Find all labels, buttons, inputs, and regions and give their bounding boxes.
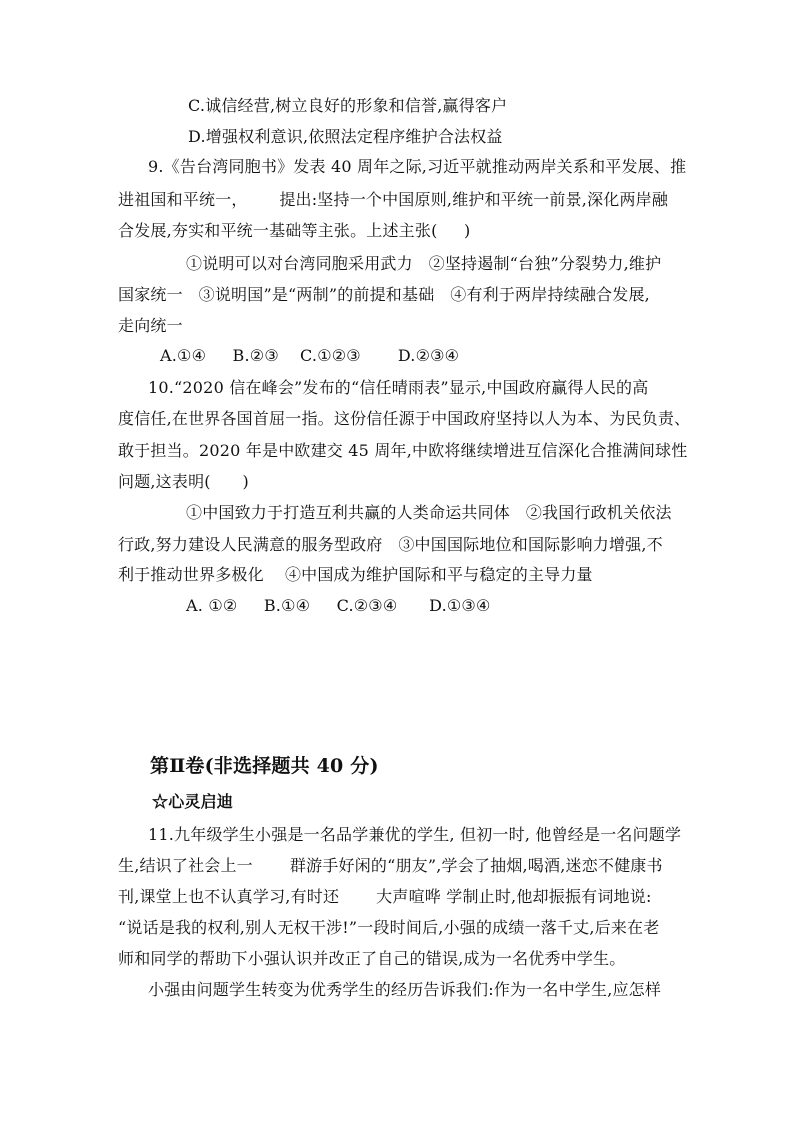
- q10-stem-line-4: 问题,这表明( ): [118, 472, 249, 491]
- q10-statement-line-2: 行政,努力建设人民满意的服务型政府 ③中国国际地位和国际影响力增强,不: [118, 535, 663, 554]
- q11-line-3: 刊,课堂上也不认真学习,有时还 大声喧哗 学制止时,他却振振有词地说:: [118, 887, 652, 906]
- section-subtitle: ☆心灵启迪: [152, 792, 234, 811]
- q9-stem-line-2: 进祖国和平统一， 提出:坚持一个中国原则,维护和平统一前景,深化两岸融: [118, 190, 669, 209]
- q9-statement-line-3: 走向统一: [118, 316, 183, 335]
- q11-line-5: 师和同学的帮助下小强认识并改正了自己的错误,成为一名优秀中学生。: [118, 949, 626, 968]
- section-title: 第Ⅱ卷(非选择题共 40 分): [150, 755, 379, 777]
- q10-stem-line-2: 度信任,在世界各国首屈一指。这份信任源于中国政府坚持以人为本、为民负责、: [118, 409, 691, 428]
- q10-stem-line-3: 敢于担当。2020 年是中欧建交 45 周年,中欧将继续增进互信深化合推满间球性: [118, 441, 688, 460]
- q9-statement-line-2: 国家统一 ③说明国”是“两制”的前提和基础 ④有利于两岸持续融合发展,: [118, 285, 650, 304]
- q8-option-c: C.诚信经营,树立良好的形象和信誉,赢得客户: [188, 96, 508, 115]
- q9-stem-line-1: 9.《告台湾同胞书》发表 40 周年之际,习近平就推动两岸关系和平发展、推: [148, 157, 687, 176]
- q11-line-4: “说话是我的权利,别人无权干涉!”一段时间后,小强的成绩一落千丈,后来在老: [118, 918, 660, 937]
- q10-answer-options: A. ①② B.①④ C.②③④ D.①③④: [186, 596, 491, 615]
- q10-statement-line-1: ①中国致力于打造互利共赢的人类命运共同体 ②我国行政机关依法: [186, 503, 672, 522]
- q9-statement-line-1: ①说明可以对台湾同胞采用武力 ②坚持遏制“台独”分裂势力,维护: [186, 254, 662, 273]
- q9-answer-options: A.①④ B.②③ C.①②③ D.②③④: [160, 346, 460, 365]
- q9-stem-line-3: 合发展,夯实和平统一基础等主张。上述主张( ): [118, 221, 471, 240]
- q11-line-2: 生,结识了社会上一 群游手好闲的“朋友”,学会了抽烟,喝酒,迷恋不健康书: [118, 856, 663, 875]
- q10-statement-line-3: 利于推动世界多极化 ④中国成为维护国际和平与稳定的主导力量: [118, 565, 593, 584]
- q11-line-6: 小强由问题学生转变为优秀学生的经历告诉我们:作为一名中学生,应怎样: [148, 980, 662, 999]
- q10-stem-line-1: 10.“2020 信在峰会”发布的“信任晴雨表”显示,中国政府赢得人民的高: [148, 378, 649, 397]
- q11-line-1: 11.九年级学生小强是一名品学兼优的学生, 但初一时, 他曾经是一名问题学: [148, 825, 682, 844]
- q8-option-d: D.增强权利意识,依照法定程序维护合法权益: [188, 127, 503, 146]
